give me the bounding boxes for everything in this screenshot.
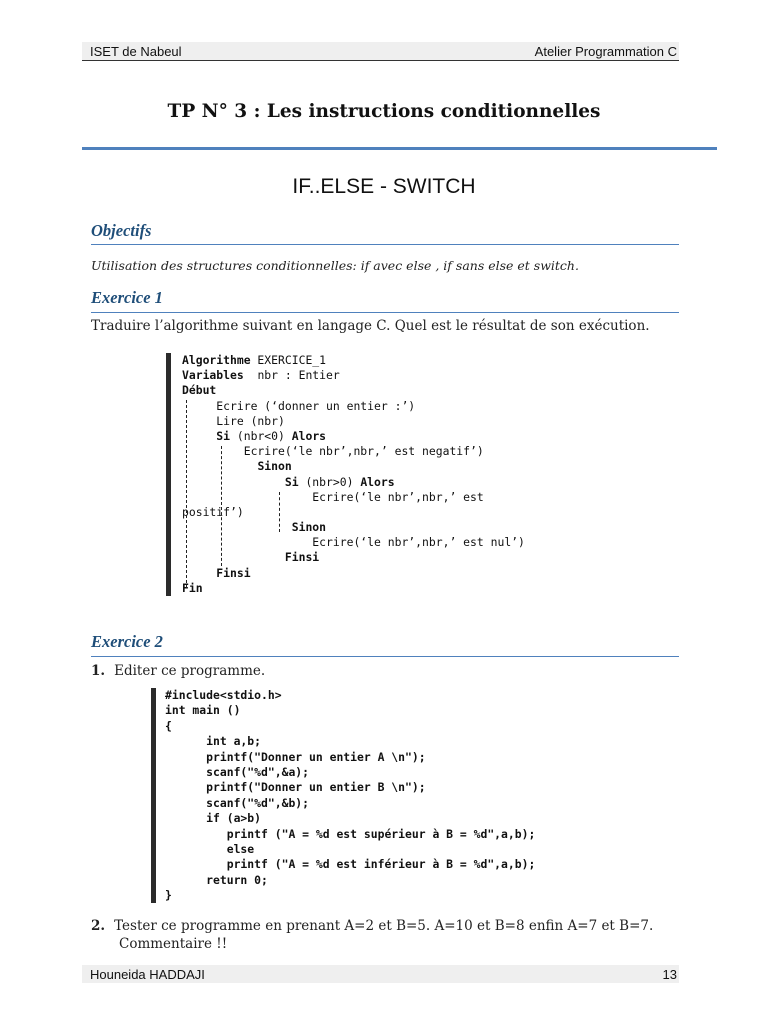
code-line: int main () — [165, 703, 241, 718]
algorithm-block — [166, 353, 702, 596]
code-line: int a,b; — [165, 734, 262, 749]
exercice2-item1 — [91, 663, 265, 679]
code-line: Variables nbr : Entier — [182, 368, 340, 383]
code-line: return 0; — [165, 872, 268, 887]
code-line: if (a>b) — [165, 811, 262, 826]
item2-number: 2. — [91, 918, 106, 934]
code-line: positif’) — [182, 504, 244, 519]
exercice1-text: Traduire l’algorithme suivant en langage C. Quel est le résultat de son exécution. — [91, 318, 650, 334]
code-line: Sinon — [291, 520, 327, 535]
c-program-block — [151, 688, 685, 903]
page-header — [82, 42, 679, 61]
exercice1-rule — [91, 312, 679, 313]
code-line: Finsi — [284, 550, 320, 565]
document-subtitle: IF..ELSE - SWITCH — [292, 175, 476, 198]
objectifs-rule — [91, 244, 679, 245]
code-line: scanf("%d",&b); — [165, 795, 310, 810]
code-line: Lire (nbr) — [182, 413, 285, 428]
item2-line1: Tester ce programme en prenant A=2 et B=5. A=10 et B=8 enfin A=7 et B=7. — [114, 918, 654, 934]
item1-text: Editer ce programme. — [114, 663, 266, 679]
exercice2-item2 — [91, 918, 653, 934]
code-line: printf("Donner un entier A \n"); — [165, 749, 426, 764]
code-line: Ecrire(‘le nbr’,nbr,’ est — [182, 489, 484, 504]
title-rule — [82, 147, 717, 150]
code-line: Ecrire(‘le nbr’,nbr,’ est nul’) — [182, 535, 525, 550]
page-number: 13 — [662, 967, 677, 982]
objectifs-text: Utilisation des structures conditionnelles: if avec else , if sans else et switch. — [91, 258, 579, 273]
objectifs-heading: Objectifs — [91, 221, 152, 240]
code-line: Si (nbr>0) Alors — [284, 474, 395, 489]
code-line: scanf("%d",&a); — [165, 764, 310, 779]
exercice1-heading: Exercice 1 — [91, 288, 163, 307]
code-line: printf("Donner un entier B \n"); — [165, 780, 426, 795]
code-line: else — [165, 841, 255, 856]
exercice2-heading: Exercice 2 — [91, 632, 163, 651]
item1-number: 1. — [91, 663, 106, 679]
item2-line2: Commentaire !! — [119, 936, 228, 952]
exercice2-rule — [91, 656, 679, 657]
code-line: printf ("A = %d est inférieur à B = %d",a,b); — [165, 857, 536, 872]
indent-guide — [186, 400, 187, 588]
footer-author: Houneida HADDAJI — [90, 967, 205, 982]
code-line: Ecrire(‘le nbr’,nbr,’ est negatif’) — [182, 444, 484, 459]
code-line: Fin — [182, 580, 203, 595]
document-title: TP N° 3 : Les instructions conditionnelles — [167, 101, 601, 122]
indent-guide — [221, 446, 222, 566]
code-line: Début — [182, 383, 217, 398]
header-institution: ISET de Nabeul — [90, 44, 182, 59]
code-line: Finsi — [216, 565, 251, 580]
code-line: Algorithme EXERCICE_1 — [182, 353, 327, 367]
header-course: Atelier Programmation C — [534, 44, 677, 59]
page-footer — [82, 965, 679, 983]
indent-guide — [279, 492, 280, 532]
code-line: Sinon — [257, 459, 292, 474]
code-line: } — [165, 888, 172, 903]
code-line: Si (nbr<0) Alors — [216, 428, 327, 443]
code-line: Ecrire (‘donner un entier :’) — [182, 398, 416, 413]
code-line: printf ("A = %d est supérieur à B = %d",a,b); — [165, 826, 536, 841]
code-line: #include<stdio.h> — [165, 688, 282, 702]
code-line: { — [165, 718, 172, 733]
